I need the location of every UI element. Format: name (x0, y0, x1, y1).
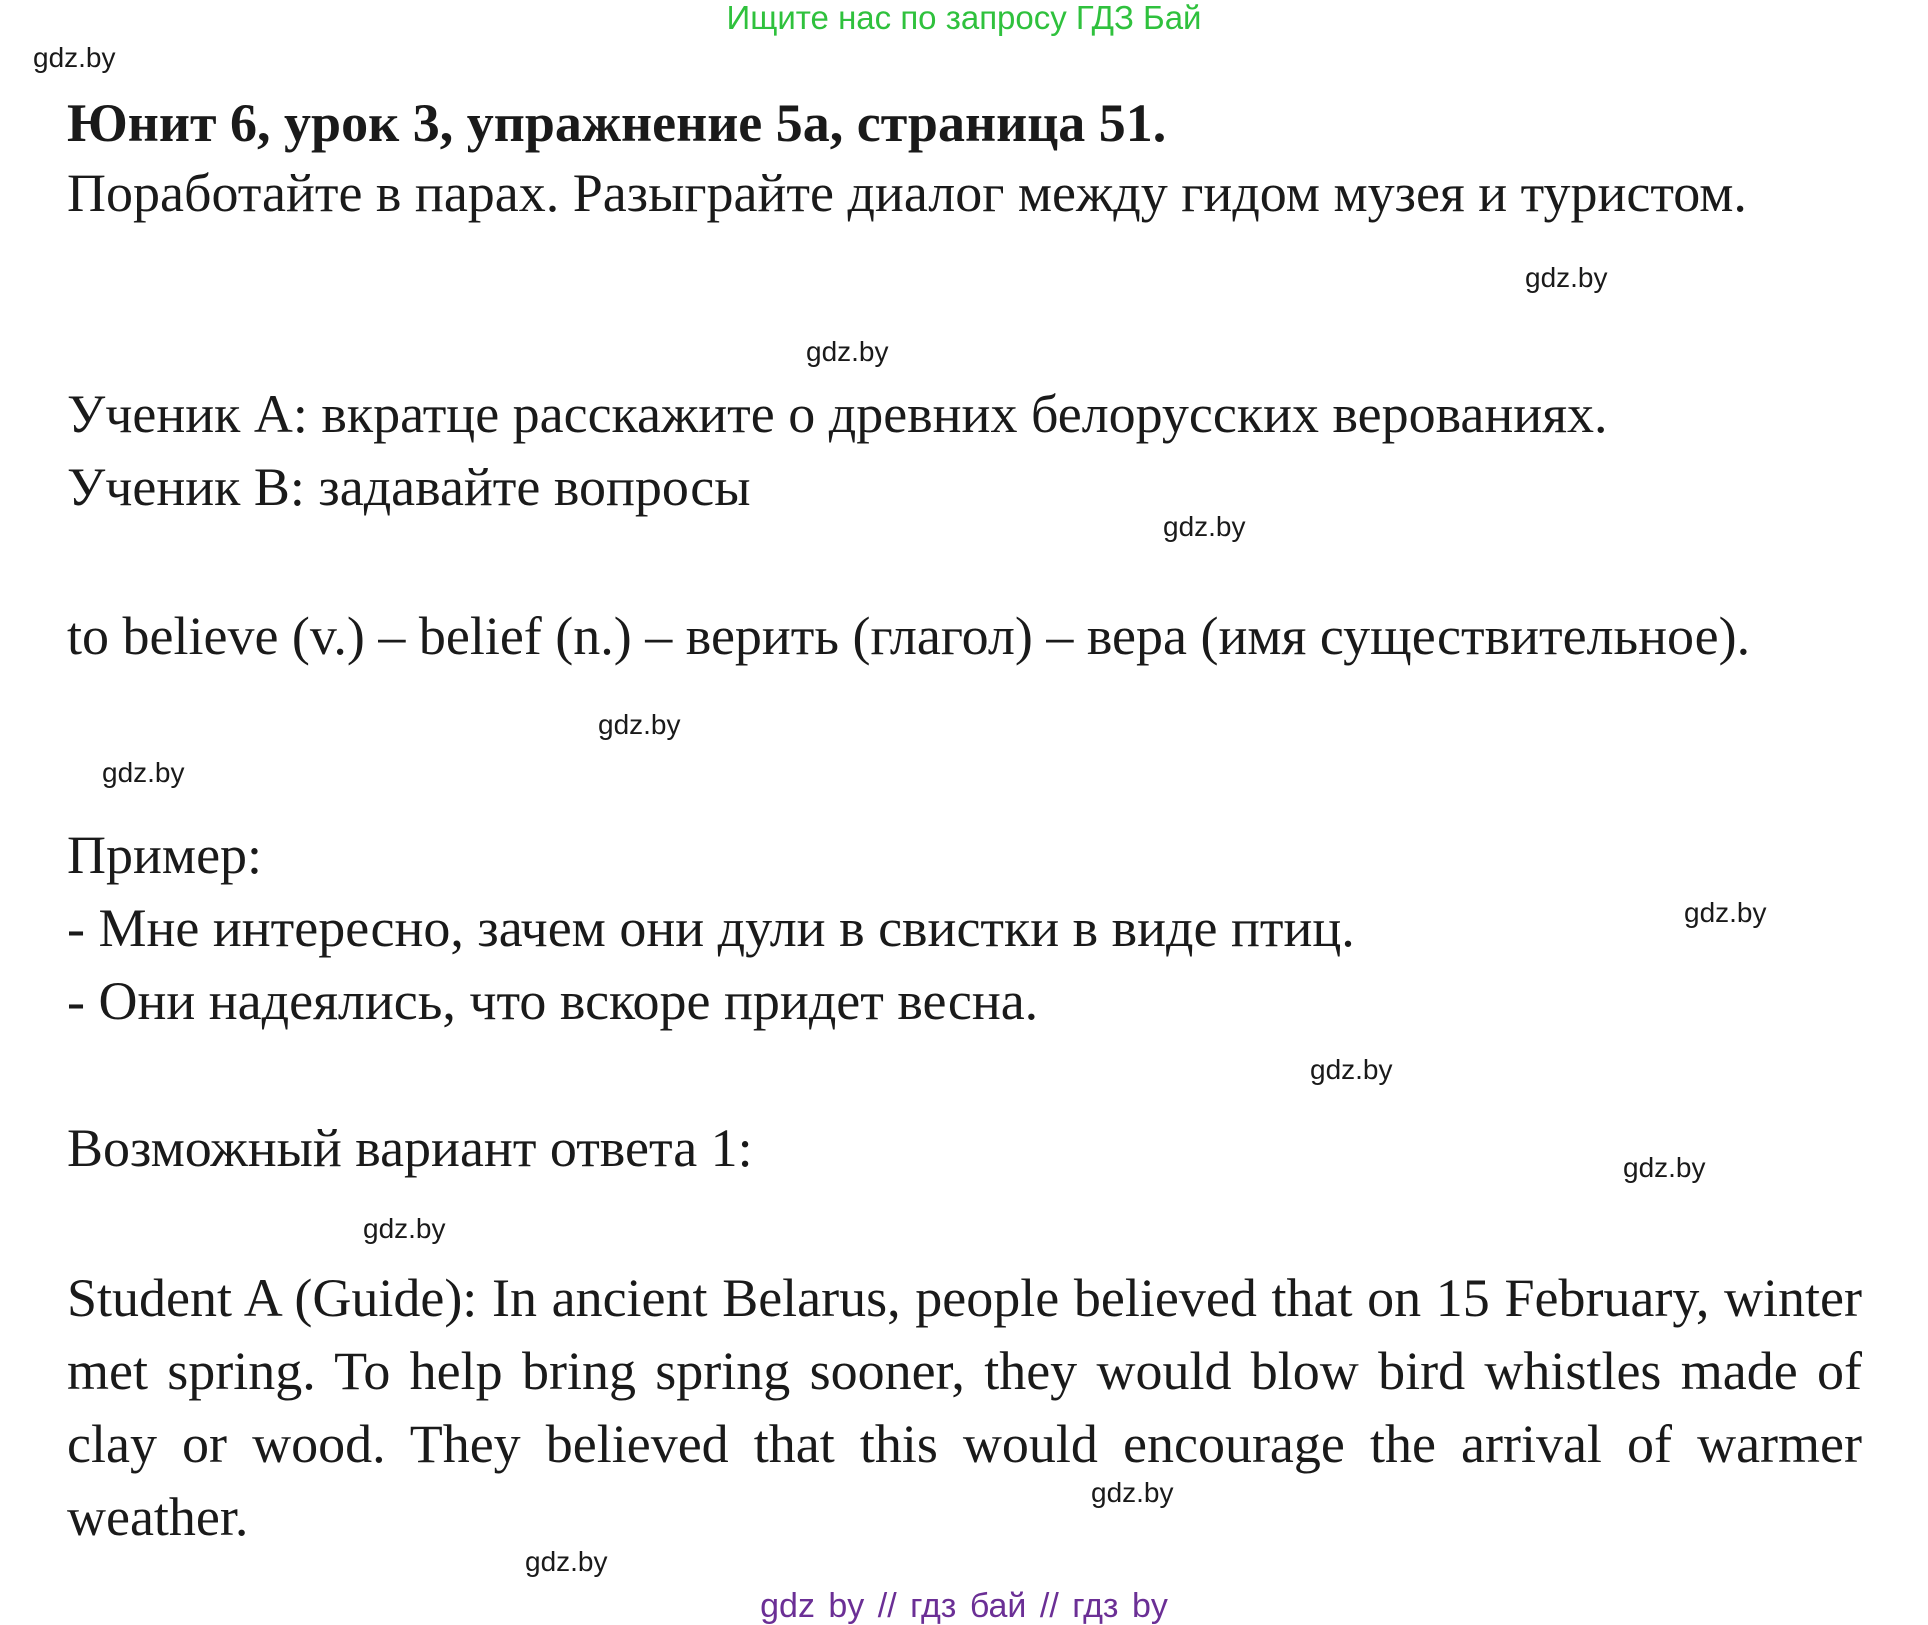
watermark: gdz.by (598, 709, 681, 740)
watermark: gdz.by (525, 1546, 608, 1577)
vocabulary-note: to believe (v.) – belief (n.) – верить (глагол) – вера (имя существительное). (67, 606, 1751, 666)
task-instruction: Поработайте в парах. Разыграйте диалог между гидом музея и туристом. (67, 163, 1747, 223)
example-label: Пример: (67, 825, 263, 885)
watermark: gdz.by (1525, 262, 1608, 293)
page-title: Юнит 6, урок 3, упражнение 5а, страница 51. (67, 93, 1167, 153)
watermark: gdz.by (1163, 511, 1246, 542)
example-line: - Они надеялись, что вскоре придет весна. (67, 971, 1039, 1031)
watermark: gdz.by (1684, 897, 1767, 928)
watermark: gdz.by (1091, 1477, 1174, 1508)
watermark: gdz.by (1310, 1054, 1393, 1085)
example-line: - Мне интересно, зачем они дули в свистки в виде птиц. (67, 898, 1355, 958)
student-b-task: Ученик В: задавайте вопросы (67, 457, 751, 517)
footer-links: gdz by // гдз бай // гдз by (760, 1587, 1168, 1625)
watermark: gdz.by (1623, 1152, 1706, 1183)
watermark: gdz.by (33, 42, 116, 73)
answer-label: Возможный вариант ответа 1: (67, 1118, 753, 1178)
watermark: gdz.by (806, 336, 889, 367)
watermark: gdz.by (102, 757, 185, 788)
top-banner: Ищите нас по запросу ГДЗ Бай (726, 0, 1202, 36)
watermark: gdz.by (363, 1213, 446, 1244)
answer-text: Student A (Guide): In ancient Belarus, people believed that on 15 February, winter met spring. To help bring spring sooner, they would blow bird whistles made of clay or wood. They believed that this would encourage the arrival of warmer weather. (67, 1268, 1862, 1547)
student-a-task: Ученик А: вкратце расскажите о древних белорусских верованиях. (67, 384, 1608, 444)
